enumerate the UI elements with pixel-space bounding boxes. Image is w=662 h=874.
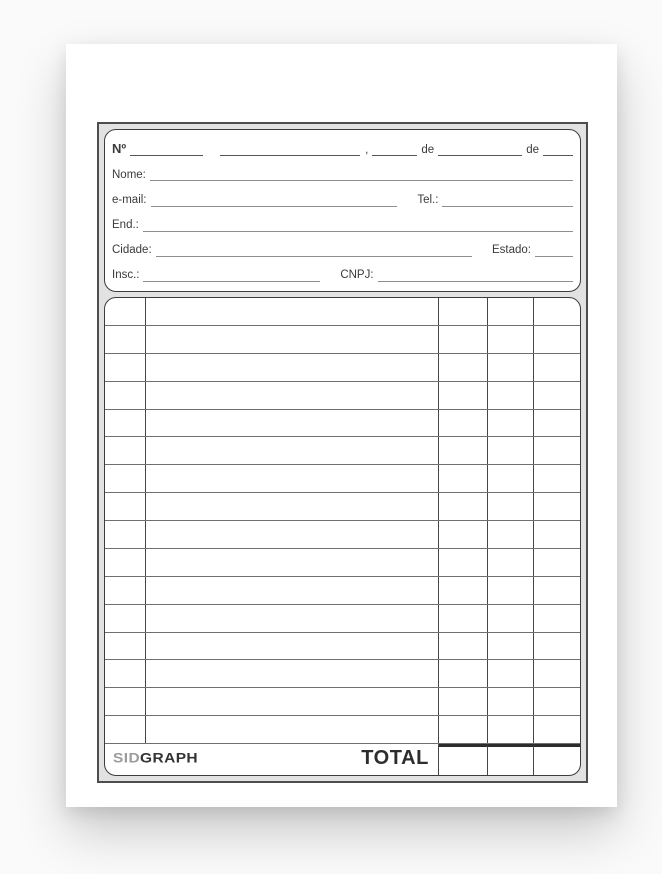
item-cell-2 [146,493,439,520]
number-date-line [112,142,573,156]
item-row [105,354,580,382]
city-field [156,253,472,257]
item-cell-1 [105,437,146,464]
total-cell-3 [534,744,580,775]
address-field [143,228,573,232]
item-cell-5 [534,326,580,353]
number-label: Nº [112,141,127,156]
address-line [112,219,573,232]
item-cell-4 [488,493,534,520]
total-left-cell [105,744,439,775]
address-label: End.: [112,219,139,232]
item-cell-3 [439,549,488,576]
item-cell-3 [439,577,488,604]
item-cell-3 [439,437,488,464]
state-field [535,253,573,257]
item-row [105,633,580,661]
item-cell-3 [439,465,488,492]
item-row [105,493,580,521]
item-cell-1 [105,549,146,576]
item-cell-2 [146,549,439,576]
item-cell-4 [488,549,534,576]
item-cell-2 [146,688,439,715]
state-label: Estado: [492,244,531,257]
de-month-label: de [421,143,435,156]
item-cell-1 [105,298,146,325]
item-cell-4 [488,354,534,381]
item-row [105,688,580,716]
item-cell-3 [439,716,488,743]
item-cell-5 [534,382,580,409]
item-cell-3 [439,354,488,381]
item-row [105,326,580,354]
total-cell-2 [488,744,534,775]
insc-cnpj-line [112,269,573,282]
item-row [105,660,580,688]
city-state-line [112,244,573,257]
item-cell-3 [439,688,488,715]
item-cell-5 [534,605,580,632]
item-row [105,549,580,577]
item-cell-1 [105,326,146,353]
cnpj-label: CNPJ: [340,269,374,282]
item-cell-4 [488,298,534,325]
brand-sid-text: SID [113,750,141,766]
item-cell-3 [439,633,488,660]
item-cell-4 [488,326,534,353]
item-cell-3 [439,382,488,409]
item-cell-2 [146,521,439,548]
item-row [105,521,580,549]
item-cell-2 [146,298,439,325]
item-cell-1 [105,382,146,409]
item-cell-3 [439,326,488,353]
month-field [438,152,522,156]
tel-label: Tel.: [417,193,439,206]
item-cell-2 [146,382,439,409]
item-cell-5 [534,549,580,576]
name-line [112,169,573,182]
item-cell-2 [146,605,439,632]
item-cell-1 [105,716,146,743]
total-label: TOTAL [361,747,429,769]
item-cell-5 [534,521,580,548]
item-cell-2 [146,633,439,660]
item-cell-5 [534,437,580,464]
item-cell-1 [105,577,146,604]
item-cell-5 [534,660,580,687]
item-cell-5 [534,465,580,492]
insc-field [143,278,320,282]
item-row [105,577,580,605]
day-field [372,152,417,156]
place-field [220,152,360,156]
item-cell-1 [105,633,146,660]
total-cell-1 [439,744,488,775]
item-cell-5 [534,410,580,437]
item-cell-2 [146,326,439,353]
item-cell-2 [146,716,439,743]
item-cell-1 [105,493,146,520]
item-row [105,382,580,410]
cnpj-field [378,278,573,282]
email-label: e-mail: [112,193,147,206]
item-cell-2 [146,465,439,492]
item-cell-4 [488,633,534,660]
brand-graph-text: GRAPH [140,750,199,766]
name-field [150,177,573,181]
form-border-frame [97,122,588,783]
item-cell-4 [488,660,534,687]
item-cell-1 [105,688,146,715]
form-sheet [66,44,617,807]
item-cell-2 [146,660,439,687]
item-cell-4 [488,382,534,409]
item-cell-3 [439,521,488,548]
item-cell-5 [534,354,580,381]
customer-info-panel [104,129,581,292]
tel-field [442,203,573,207]
item-cell-1 [105,660,146,687]
item-cell-4 [488,716,534,743]
sidgraph-logo [113,750,198,767]
item-cell-1 [105,521,146,548]
item-cell-2 [146,577,439,604]
item-cell-5 [534,716,580,743]
item-cell-4 [488,410,534,437]
number-field [130,152,203,156]
item-row [105,716,580,744]
item-cell-3 [439,493,488,520]
item-cell-5 [534,688,580,715]
item-row [105,605,580,633]
item-cell-1 [105,465,146,492]
item-cell-2 [146,410,439,437]
item-cell-5 [534,633,580,660]
item-cell-3 [439,660,488,687]
item-cell-1 [105,605,146,632]
item-cell-1 [105,410,146,437]
email-field [151,203,398,207]
item-cell-2 [146,437,439,464]
item-row [105,410,580,438]
item-cell-5 [534,493,580,520]
item-row [105,298,580,326]
item-cell-4 [488,688,534,715]
item-cell-2 [146,354,439,381]
email-tel-line [112,194,573,207]
item-cell-1 [105,354,146,381]
item-row [105,437,580,465]
year-field [543,152,573,156]
item-cell-5 [534,298,580,325]
city-label: Cidade: [112,244,152,257]
comma-separator: , [365,143,369,156]
item-cell-4 [488,465,534,492]
item-cell-3 [439,410,488,437]
total-row [105,744,580,775]
items-table [104,297,581,776]
item-cell-4 [488,521,534,548]
item-row [105,465,580,493]
item-cell-4 [488,605,534,632]
de-year-label: de [526,143,539,156]
item-cell-3 [439,605,488,632]
item-cell-3 [439,298,488,325]
item-cell-4 [488,437,534,464]
name-label: Nome: [112,168,146,181]
item-cell-5 [534,577,580,604]
insc-label: Insc.: [112,269,140,282]
item-cell-4 [488,577,534,604]
